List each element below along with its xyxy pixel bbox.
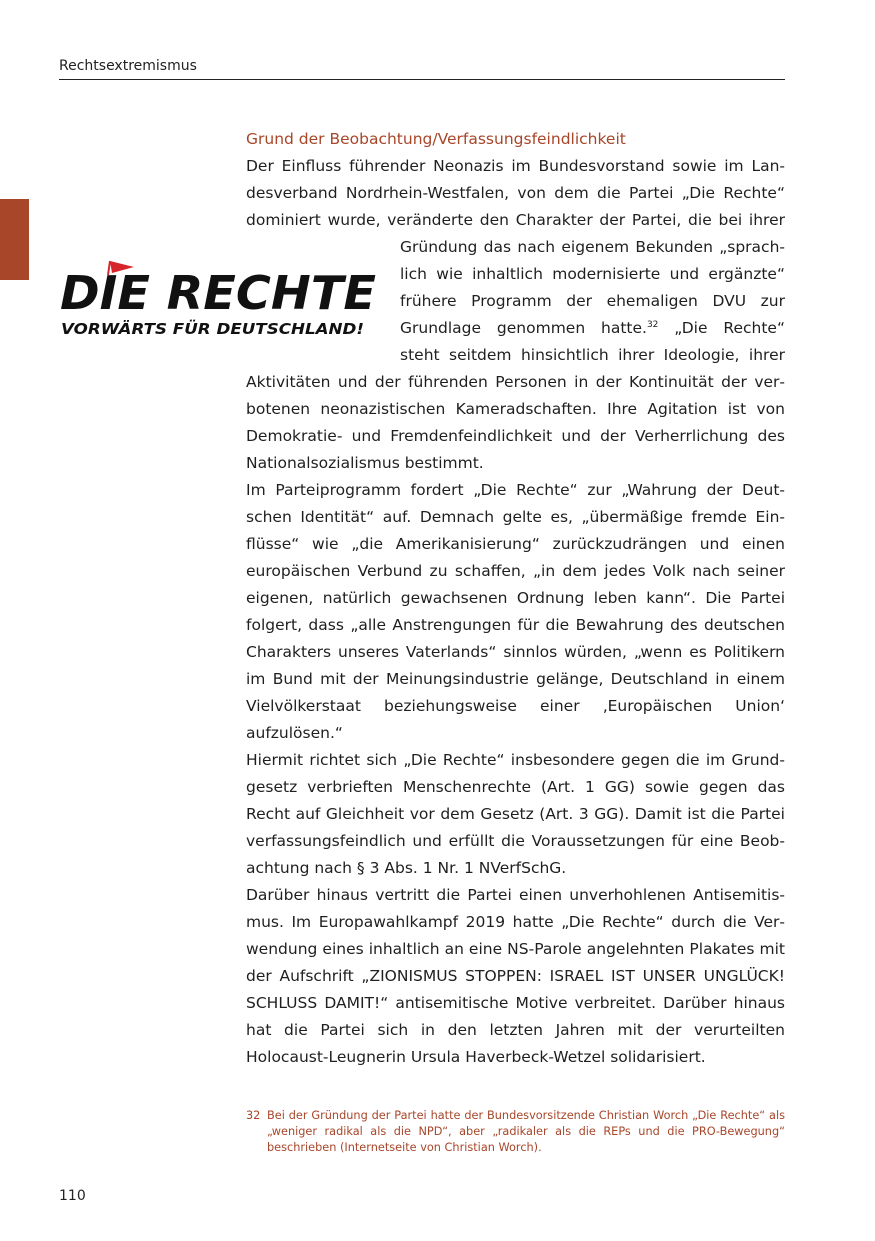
logo-slogan: VORWÄRTS FÜR DEUTSCHLAND! — [61, 320, 334, 338]
paragraph-1-text-a: Der Einfluss führender Neonazis im Bundesvorstand sowie im Landesverband Nordrhein-Westfalen, von dem die Partei „Die Rechte“ dominiert wurde, veränderte den Charakter der Partei, die bei ihrer Gründung das nach eigenem Bekunden „sprachlich wie inhaltlich modernisierte und ergänzte“ frühere Programm der ehemaligen DVU zur Grundlage genommen hatte. — [246, 157, 785, 337]
paragraph-4: Darüber hinaus vertritt die Partei einen unverhohlenen Antisemitismus. Im Europawahlkampf 2019 hatte „Die Rechte“ durch die Verwendung eines inhaltlich an eine NS-Parole angelehnten Plakates mit der Aufschrift „ZIONISMUS STOPPEN: ISRAEL IST UNSER UNGLÜCK! SCHLUSS DAMIT!“ antisemitische Motive verbreitet. Darüber hinaus hat die Partei sich in den letzten Jahren mit der verurteilten Holocaust-Leugnerin Ursula Haverbeck-Wetzel solidarisiert. — [246, 886, 785, 1066]
footnote-reference: 32 — [646, 320, 659, 330]
section-heading: Grund der Beobachtung/Verfassungsfeindlichkeit — [246, 130, 626, 148]
running-header: Rechtsextremismus — [59, 56, 785, 80]
paragraph-2: Im Parteiprogramm fordert „Die Rechte“ zur „Wahrung der Deutschen Identität“ auf. Demnach gelte es, „übermäßige fremde Einflüsse“ wie „die Amerikanisierung“ zurückzudrängen und einen europäischen Verbund zu schaffen, „in dem jedes Volk nach seiner eigenen, natürlich gewachsenen Ordnung leben kann“. Die Partei folgert, dass „alle Anstrengungen für die Bewahrung des deutschen Charakters unseres Vaterlands“ sinnlos würden, „wenn es Politikern im Bund mit der Meinungsindustrie gelänge, Deutschland in einem Vielvölkerstaat beziehungsweise einer ‚Europäischen Union‘ aufzulösen.“ — [246, 481, 785, 742]
paragraph-1 — [246, 153, 785, 477]
footnote-text: Bei der Gründung der Partei hatte der Bundesvorsitzende Christian Worch „Die Rechte“ als „weniger radikal als die NPD“, aber „radikaler als die REPs und die PRO-Bewegung“ beschrieben (Internetseite von Christian Worch). — [267, 1109, 785, 1154]
logo-title: DIE RECHTE — [60, 266, 376, 320]
footnote-number: 32 — [246, 1109, 261, 1122]
paragraph-3: Hiermit richtet sich „Die Rechte“ insbesondere gegen die im Grundgesetz verbrieften Menschenrechte (Art. 1 GG) sowie gegen das Recht auf Gleichheit vor dem Gesetz (Art. 3 GG). Damit ist die Partei verfassungsfeindlich und erfüllt die Voraussetzungen für eine Beobachtung nach § 3 Abs. 1 Nr. 1 NVerfSchG. — [246, 751, 785, 877]
main-content — [246, 126, 785, 1071]
logo-wrap-spacer — [246, 234, 400, 369]
paragraph-1-text-b: „Die Rechte“ steht seitdem hinsichtlich ihrer Ideologie, ihrer Aktivitäten und der führenden Personen in der Kontinuität der verbotenen neonazistischen Kameradschaften. Ihre Agitation ist von Demokratie- und Fremdenfeindlichkeit und der Verherrlichung des Nationalsozialismus bestimmt. — [246, 319, 785, 472]
footnote — [246, 1108, 785, 1156]
page-number: 110 — [59, 1188, 86, 1204]
chapter-tab — [0, 199, 29, 280]
